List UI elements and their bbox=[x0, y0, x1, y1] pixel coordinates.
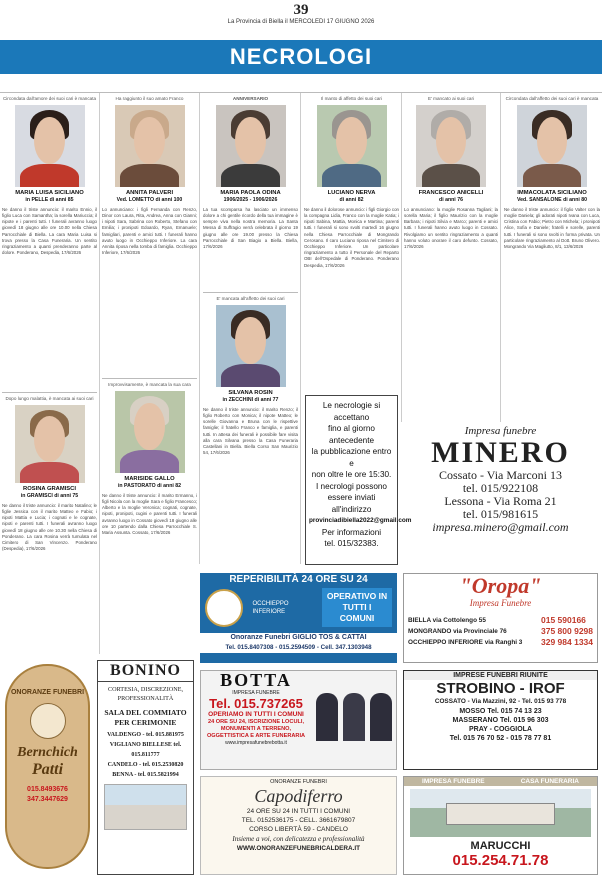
notice-line: Le necrologie si accettano bbox=[322, 401, 381, 422]
obituary-card bbox=[203, 296, 298, 566]
obituary-name: LUCIANO NERVA bbox=[327, 190, 376, 197]
obituary-subtitle: in ZECCHINI di anni 77 bbox=[222, 397, 279, 404]
ad-brand: "Oropa" bbox=[459, 573, 542, 598]
notice-line: tel. 015/32383. bbox=[324, 539, 379, 548]
staff-photo bbox=[370, 693, 392, 741]
obituary-intro: Il manto di affetto dei suoi cari bbox=[321, 96, 382, 101]
obituary-intro: E' mancata all'affetto dei suoi cari bbox=[216, 296, 285, 301]
ad-line: IMPRESE FUNEBRI RIUNITE bbox=[404, 671, 597, 680]
ad-line: OCCHIEPPO INFERIORE bbox=[252, 600, 289, 615]
ad-brand: Capodiferro bbox=[254, 786, 343, 806]
obituary-subtitle: in PELLE di anni 85 bbox=[25, 197, 74, 204]
obituary-subtitle: Ved. LOMETTO di anni 100 bbox=[116, 197, 183, 204]
obituary-name: MARIA PAOLA ODINA bbox=[220, 190, 281, 197]
logo-icon bbox=[205, 589, 243, 627]
obituary-intro: E' mancato ai suoi cari bbox=[427, 96, 475, 101]
obituary-name: ANNITA PALVERI bbox=[125, 190, 174, 197]
ad-line: VIGLIANO BIELLESE tel. 015.811777 bbox=[109, 742, 182, 758]
row-divider bbox=[102, 378, 197, 379]
ad-line: IMPRESA FUNEBRE bbox=[422, 778, 485, 785]
ad-line: Onoranze Funebri GIGLIO TOS & CATTAI bbox=[200, 633, 397, 643]
ad-line: PRAY - COGGIOLA bbox=[468, 726, 532, 733]
angel-icon bbox=[30, 703, 66, 739]
ad-line: Cossato - Via Marconi 13 bbox=[438, 468, 563, 482]
ad-brand: MINERO bbox=[431, 436, 570, 469]
obituary-text: Ne danno il triste annuncio: il figlio Valter con la moglie Daniela; gli adorati nipoti Ivana con Luca, Cristina con Fabio; Pietro con Michela; i pronipoti Alice, Sofia e Daniele; fratelli e sorelle, parenti tutti. I funerali si sono svolti in forma privata. Un particolare ringraziamento al Dott. Bruno Olivero. Mongrando Via Magliutto, 8/1, 13/6/2026 bbox=[504, 206, 600, 250]
oropa-ad bbox=[403, 573, 598, 663]
obituary-text: La tua scomparsa ha lasciato un immenso dolore a chi gentile ricordo della tua immagine è sempre viva nella nostra memoria. La Santa Messa di Suffragio verrà celebrata il giorno 19 giugno alle ore 19.00 presso la Chiesa Parrocchiale di San Biagio a Biella. Biella, 17/6/2026 bbox=[203, 206, 298, 250]
obituary-subtitle: di anni 82 bbox=[339, 197, 364, 204]
obituary-subtitle: 1906/2025 - 1906/2026 bbox=[223, 197, 278, 204]
obituary-text: Ne danno il triste annuncio: il marito Renzo; il figlio Roberto con Monica; il nipote Matteo; le sorelle Giovanna e Bruna con le rispettive famiglie; il fratello Franco e famiglia, e parenti tutti. In attesa dei funerali è possibile fare visita alla cara Silvana presso la Casa Funeraria Castellani in Biella. Biella Corso San Maurizio 54, 17/6/2026 bbox=[203, 406, 298, 456]
ad-phone: Tel. 015.737265 bbox=[209, 696, 303, 711]
ad-line: Impresa funebre bbox=[464, 425, 537, 437]
obituary-name: ROSINA GRAMISCI bbox=[23, 486, 76, 493]
obituary-intro: Circondata dall'amore dei suoi cari è mancata bbox=[2, 96, 97, 101]
funeral-home-image bbox=[410, 789, 591, 837]
obituary-card bbox=[2, 396, 97, 656]
obituary-photo bbox=[216, 105, 286, 187]
notice-line: essere inviati all'indirizzo bbox=[327, 493, 376, 514]
obituary-photo bbox=[15, 405, 85, 483]
ad-phone: 375 800 9298 bbox=[541, 626, 593, 636]
ad-brand: STROBINO - IROF bbox=[436, 680, 565, 697]
obituary-photo bbox=[15, 105, 85, 187]
row-divider bbox=[2, 392, 97, 393]
column-divider bbox=[401, 92, 402, 422]
ad-line: CASA FUNERARIA bbox=[520, 778, 579, 785]
obituary-text: Ne danno il dolorose annuncio: i figli Giorgio con la compagna Lidia, Franco con la moglie Katia; i nipoti Sabina, Mattia, Monica e Martina; parenti tutti. I funerali si sono svolti martedì 16 giugno nella Chiesa Parrocchiale di Mongrando Cerosano. Il caro Luciano riposa nel Cimitero di Occhieppo Inferiore. Un particolare ringraziamento a tutto il Personale del Reparto OBI dell'Ospedale di Ponderano. Ponderano Despedia, 17/6/2026 bbox=[304, 206, 399, 268]
obituary-subtitle: di anni 76 bbox=[439, 197, 463, 204]
ad-line: COSSATO - Via Mazzini, 92 - Tel. 015 93 778 bbox=[434, 698, 567, 705]
ad-line: OPERIAMO IN TUTTI I COMUNI bbox=[208, 711, 304, 718]
ad-line: BENNA - tel. 015.5821994 bbox=[112, 772, 179, 778]
obituary-intro: Dopo lungo malattia, è mancata ai suoi cari bbox=[5, 396, 94, 401]
ad-line: CORSO LIBERTÀ 59 - CANDELO bbox=[249, 826, 348, 833]
ad-line: MONGRANDO via Provinciale 76 bbox=[408, 628, 507, 635]
obituary-intro: Improvvisamente, è mancata la sua cara bbox=[108, 382, 191, 387]
obituary-card bbox=[2, 96, 97, 388]
notice-line: fino al giorno antecedente bbox=[328, 424, 375, 445]
ad-line: SALA DEL COMMIATO PER CERIMONIE bbox=[104, 708, 187, 727]
notice-line: I necrologi possono bbox=[315, 481, 387, 491]
obituary-card bbox=[504, 96, 600, 416]
obituary-photo bbox=[216, 305, 286, 387]
ad-phone: 329 984 1334 bbox=[541, 637, 593, 647]
section-title: NECROLOGI bbox=[0, 40, 602, 74]
capodiferro-ad bbox=[200, 776, 397, 875]
ad-line: VALDENGO - tel. 015.881975 bbox=[107, 732, 184, 738]
ad-phone: 347.3447629 bbox=[27, 796, 68, 803]
column-divider bbox=[99, 92, 100, 654]
giglio-tos-cattai-ad bbox=[200, 573, 397, 663]
ad-phone: 015 590166 bbox=[541, 615, 586, 625]
obituary-card bbox=[304, 96, 399, 392]
notice-email: provinciadibiella2022@gmail.com bbox=[309, 517, 412, 524]
obituary-name: MARIA LUISA SICILIANO bbox=[15, 190, 84, 197]
marucchi-ad bbox=[403, 776, 598, 875]
top-rule bbox=[0, 92, 602, 93]
ad-line: TEL. 0152536175 - CELL. 3661679807 bbox=[241, 817, 356, 824]
column-divider bbox=[300, 92, 301, 564]
column-divider bbox=[199, 92, 200, 564]
obituary-photo bbox=[317, 105, 387, 187]
staff-photo bbox=[343, 693, 365, 741]
ad-line: ONORANZE FUNEBRI bbox=[10, 689, 85, 696]
ad-url: www.impresafunebrebotta.it bbox=[225, 740, 287, 746]
staff-photo bbox=[316, 693, 338, 741]
ad-headline: REPERIBILITÀ 24 ORE SU 24 bbox=[229, 574, 368, 585]
ad-email: impresa.minero@gmail.com bbox=[432, 520, 569, 534]
obituary-name: SILVANA ROSIN bbox=[228, 390, 273, 397]
ad-line: Insieme a voi, con delicatezza e professionalità bbox=[232, 835, 365, 843]
ad-line: OCCHIEPPO INFERIORE via Ranghi 3 bbox=[408, 639, 523, 646]
ad-phone: 015.254.71.78 bbox=[452, 852, 549, 869]
ad-line: ONORANZE FUNEBRI bbox=[270, 779, 327, 785]
notice-line: la pubblicazione entro e bbox=[311, 447, 392, 468]
minero-ad bbox=[403, 425, 598, 575]
ad-line: IMPRESA FUNEBRE bbox=[232, 690, 280, 696]
ad-line: Lessona - Via Roma 21 bbox=[444, 494, 557, 508]
obituary-name: FRANCESCO ANICELLI bbox=[418, 190, 484, 197]
ad-line: MASSERANO Tel. 015 96 303 bbox=[452, 717, 549, 724]
ad-brand: Patti bbox=[31, 761, 64, 778]
obituary-photo bbox=[115, 391, 185, 473]
obituary-card bbox=[203, 96, 298, 296]
ad-brand: BONINO bbox=[98, 661, 193, 682]
ad-line: OPERATIVO IN TUTTI I COMUNI bbox=[322, 588, 392, 627]
ad-line: Tel. 015.8407308 - 015.2594509 - Cell. 347.1303948 bbox=[200, 643, 397, 653]
obituary-card bbox=[102, 96, 197, 388]
page-number: 39 bbox=[293, 2, 309, 18]
obituary-photo bbox=[416, 105, 486, 187]
botta-ad bbox=[200, 670, 397, 770]
ad-line: 24 ORE SU 24 IN TUTTI I COMUNI bbox=[246, 808, 351, 815]
obituary-name: IMMACOLATA SICILIANO bbox=[517, 190, 587, 197]
obituary-text: Ne danno il triste annuncio: il marito Ennio, il figlio Luca con Samantha; la sorella Mariuccia; il nipote e i parenti tutti. I funerali avranno luogo giovedì 18 giugno alle ore 10.00 nella Chiesa Parrocchiale di Biella. La cara Maria Luisa si trova presso la Casa Funeraria. Un sentito ringraziamento a quanti prenderanno parte al dolore. Ponderano, Despedia, 17/6/2026 bbox=[2, 206, 97, 256]
obituary-text: Ne danno il triste annuncio: il marito Ermanno, i figli Nicola con la moglie Sara e figlio Francesco; Alberto e la moglie Veronica; cognati, cognate, nipoti, pronipoti, cugini e parenti tutti. I funerali avranno luogo in Cossato giovedì 18 giugno alle ore 10 partendo dalla Chiesa Parrocchiale S. Maria Assunta. Cossato, 17/6/2026 bbox=[102, 492, 197, 536]
obituary-photo bbox=[115, 105, 185, 187]
obituary-intro: Ha raggiunto il suo amato Franco bbox=[115, 96, 184, 101]
ad-line: Tel. 015 76 70 52 - 015 78 77 81 bbox=[449, 735, 552, 742]
obituary-intro: ANNIVERSARIO bbox=[232, 96, 269, 101]
obituary-card bbox=[102, 382, 197, 654]
running-head: La Provincia di Biella il MERCOLEDI 17 GIUGNO 2026 bbox=[227, 19, 375, 25]
ad-line: CORTESIA, DISCREZIONE, PROFESSIONALITÀ bbox=[107, 686, 184, 702]
ad-line: CANDELO - tel. 015.2530820 bbox=[107, 762, 184, 768]
submission-notice bbox=[305, 395, 412, 565]
ad-line: tel. 015/922108 bbox=[462, 481, 539, 495]
strobino-irof-ad bbox=[403, 670, 598, 770]
obituary-text: Lo annunciano: i figli Fernanda con Renzo, Dinor con Laura, Rita, Andrea, Anna con Gianni; i nipoti Sara, Sabrina con Roberto, Stefano con Emilia; i pronipoti Edoardo, Ryan, Emanuele; famigliari, parenti e amici tutti. I funerali hanno avuto luogo in Occhieppo Inferiore. La cara Annita riposa nella tomba di famiglia. Occhieppo Inferiore, 17/6/2026 bbox=[102, 206, 197, 256]
notice-line: non oltre le ore 15:30. bbox=[311, 470, 392, 479]
ad-line: tel. 015/981615 bbox=[462, 507, 539, 521]
obituary-subtitle: in GRAMISCI di anni 75 bbox=[20, 493, 79, 500]
ad-brand: Bernchich bbox=[17, 745, 78, 760]
ad-line: BIELLA via Cottolengo 55 bbox=[408, 617, 486, 624]
obituary-intro: Circondata dall'affetto dei suoi cari è mancata bbox=[505, 96, 599, 101]
notice-line: Per informazioni bbox=[321, 527, 382, 537]
obituary-card bbox=[404, 96, 498, 386]
obituary-photo bbox=[517, 105, 587, 187]
ad-line: MOSSO Tel. 015 74 13 23 bbox=[459, 708, 542, 715]
bernchich-patti-ad bbox=[0, 660, 95, 875]
ad-line: Impresa Funebre bbox=[469, 598, 532, 608]
obituary-subtitle: in PASTORATO di anni 82 bbox=[117, 483, 182, 490]
column-divider bbox=[500, 92, 501, 422]
ad-url: WWW.ONORANZEFUNEBRICALDERA.IT bbox=[236, 845, 361, 852]
bonino-ad bbox=[97, 660, 194, 875]
building-image bbox=[104, 784, 187, 830]
obituary-subtitle: Ved. SANSALONE di anni 80 bbox=[516, 197, 588, 204]
ad-line: 24 ORE SU 24, ISCRIZIONE LOCULI, MONUMENTI A TERRENO, OGGETTISTICA E ARTE FUNERARIA bbox=[206, 719, 306, 739]
ad-brand: BOTTA bbox=[220, 670, 292, 690]
obituary-name: MARISIDE GALLO bbox=[124, 476, 175, 483]
obituary-text: Ne danno il triste annuncio: il marito Natalino; le figlie Jessica con il marito Matteo e Fabio; i nipoti Mattia e Lucia; i cognati e le cognate, nipoti e parenti tutti. I funerali avranno luogo giovedì 18 giugno alle ore 10.30 nella Chiesa di Ponderano. La cara Rosina verrà tumulata nel Cimitero di San Vincenzo. Ponderano (Despedia), 17/6/2026 bbox=[2, 502, 97, 552]
ad-phone: 015.8493676 bbox=[27, 786, 68, 793]
ad-brand: MARUCCHI bbox=[470, 840, 531, 852]
row-divider bbox=[203, 292, 298, 293]
obituary-text: Lo annunciano: la moglie Rosanna Tagliani; la sorella Maria; il figlio Maurizio con la moglie Barbara; i nipoti Silvia e Marco; parenti e amici tutti. I funerali hanno avuto luogo in Cossato. Rivolgiamo un sentito ringraziamento a quanti hanno voluto onorare il caro defunto. Cossato, 17/6/2026 bbox=[404, 206, 498, 250]
